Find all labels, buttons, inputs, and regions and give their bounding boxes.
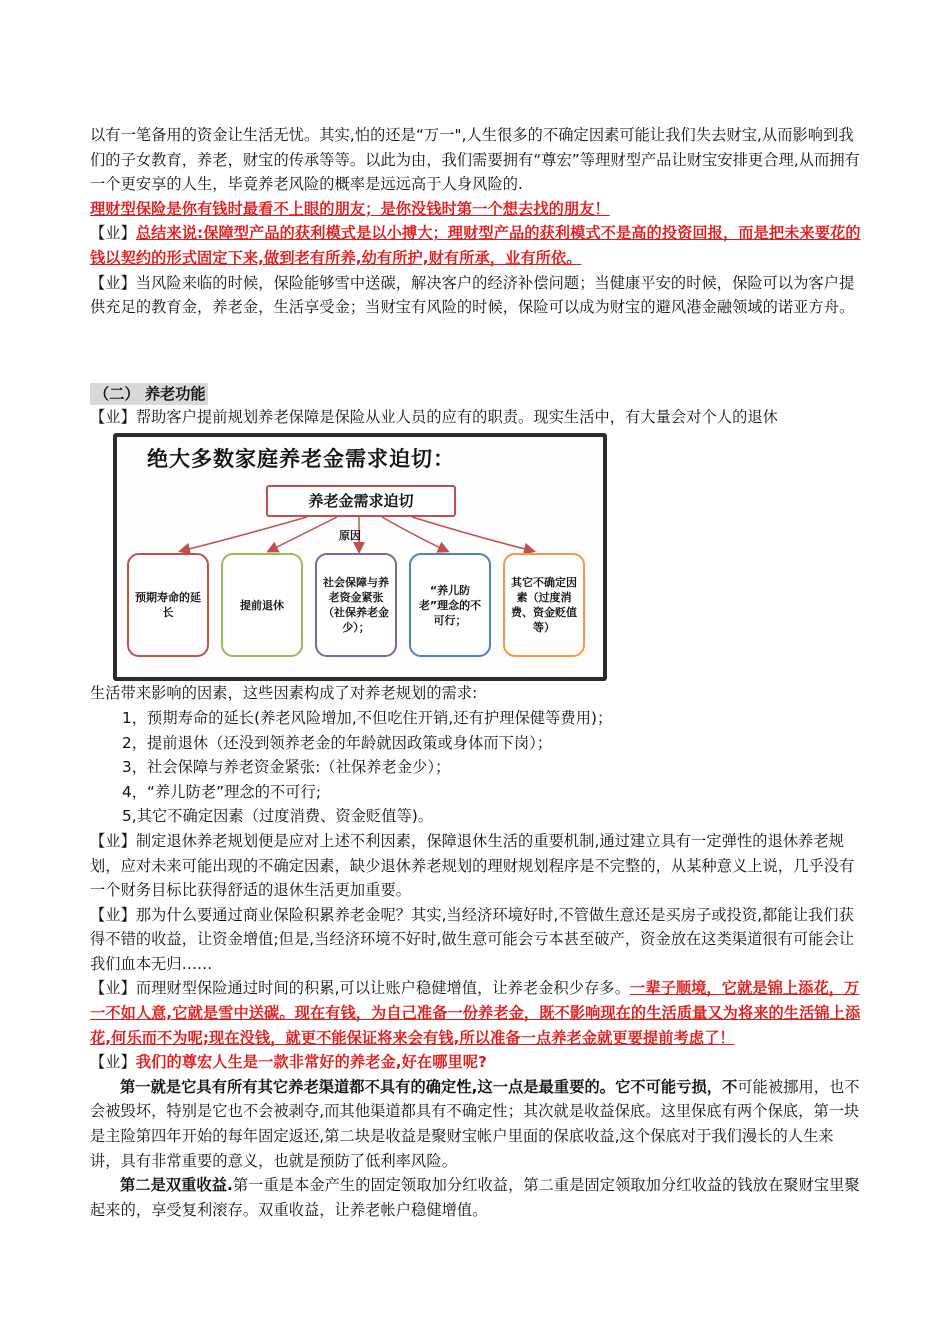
paragraph-certainty: 第一就是它具有所有其它养老渠道都不具有的确定性,这一点是最重要的。它不可能亏损，不可能被挪用，也不会被毁坏，特别是它也不会被剥夺,而其他渠道都具有不确定性；其次就是收益保底。这里保底有两个保底，第一块是主险第四年开始的每年固定返还,第二块是收益是聚财宝帐户里面的保底收益,这个保底对于我们漫长的人生来讲，具有非常重要的意义，也就是预防了低利率风险。: [90, 1077, 860, 1170]
list-item: 3，社会保障与养老资金紧张:（社保养老金少）；: [122, 758, 451, 777]
figure-box-social-security: 社会保障与养老资金紧张（社保养老金少）；: [315, 553, 397, 657]
paragraph-plan-intro: 【业】帮助客户提前规划养老保障是保险从业人员的应有的职责。现实生活中，有大量会对个人的退休: [90, 407, 778, 426]
paragraph-accumulation: 【业】而理财型保险通过时间的积累,可以让账户稳健增值，让养老金积少存多。一辈子顺境，它就是锦上添花，万一不如人意,它就是雪中送碳。现在有钱，为自己准备一份养老金，既不影响现在的生活质量又为将来的生活锦上添花,何乐而不为呢;现在没钱，就更不能保证将来会有钱,所以准备一点养老金就更要提前考虑了！: [90, 979, 861, 1047]
highlight-line-friend: 理财型保险是你有钱时最看不上眼的朋友；是你没钱时第一个想去找的朋友！: [90, 199, 610, 218]
paragraph-summary: 【业】总结来说:保障型产品的获利模式是以小搏大；理财型产品的获利模式不是高的投资回报，而是把未来要花的钱以契约的形式固定下来,做到老有所养,幼有所护,财有所承，业有所依。: [90, 224, 861, 267]
paragraph-product-question: 【业】我们的尊宏人生是一款非常好的养老金,好在哪里呢?: [90, 1053, 487, 1072]
list-item: 1，预期寿命的延长(养老风险增加,不但吃住开销,还有护理保健等费用)；: [122, 708, 613, 727]
pension-demand-figure: [113, 433, 607, 681]
list-item: 2，提前退休（还没到领养老金的年龄就因政策或身体而下岗）；: [122, 733, 553, 752]
paragraph-planning: 【业】制定退休养老规划便是应对上述不利因素，保障退休生活的重要机制,通过建立具有一定弹性的退休养老规划，应对未来可能出现的不确定因素，缺少退休养老规划的理财规划程序是不完整的，从某种意义上说，几乎没有一个财务目标比获得舒适的退休生活更加重要。: [90, 831, 855, 900]
figure-center-node: 养老金需求迫切: [266, 485, 456, 517]
figure-box-life-expectancy: 预期寿命的延长: [127, 553, 209, 657]
paragraph-risk: 【业】当风险来临的时候，保险能够雪中送碳，解决客户的经济补偿问题；当健康平安的时候，保险可以为客户提供充足的教育金，养老金，生活享受金；当财宝有风险的时候，保险可以成为财宝的避风港金融领域的诺亚方舟。: [90, 273, 855, 317]
paragraph-why-insurance: 【业】那为什么要通过商业保险积累养老金呢？其实,当经济环境好时,不管做生意还是买房子或投资,都能让我们获得不错的收益，让资金增值;但是,当经济环境不好时,做生意可能会亏本甚至破产，资金放在这类渠道很有可能会让我们血本无归……: [90, 905, 855, 973]
list-item: 4，“养儿防老”理念的不可行;: [122, 782, 322, 801]
figure-box-children-support: “养儿防老”理念的不可行；: [409, 553, 491, 657]
paragraph-1: 以有一笔备用的资金让生活无忧。其实,怕的还是“万一",人生很多的不确定因素可能让我们失去财宝,从而影响到我们的子女教育，养老，财宝的传承等等。以此为由，我们需要拥有“尊宏”等理财型产品让财宝安排更合理,从而拥有一个更安享的人生，毕竟养老风险的概率是远远高于人身风险的.: [90, 126, 860, 194]
figure-box-other-factors: 其它不确定因素（过度消费、资金贬值等）: [503, 553, 585, 657]
figure-reason-label: 原因: [339, 529, 361, 543]
list-item: 5,其它不确定因素（过度消费、资金贬值等)。: [122, 807, 434, 826]
paragraph-factors: 生活带来影响的因素，这些因素构成了对养老规划的需求:: [90, 684, 478, 703]
paragraph-double-income: 第二是双重收益.第一重是本金产生的固定领取加分红收益，第二重是固定领取加分红收益的钱放在聚财宝里聚起来的，享受复利滚存。双重收益，让养老帐户稳健增值。: [90, 1176, 860, 1219]
document-page: [90, 123, 862, 1222]
section-heading: （二） 养老功能: [90, 383, 862, 405]
figure-title: 绝大多数家庭养老金需求迫切：: [147, 447, 455, 472]
figure-box-early-retirement: 提前退休: [221, 553, 303, 657]
